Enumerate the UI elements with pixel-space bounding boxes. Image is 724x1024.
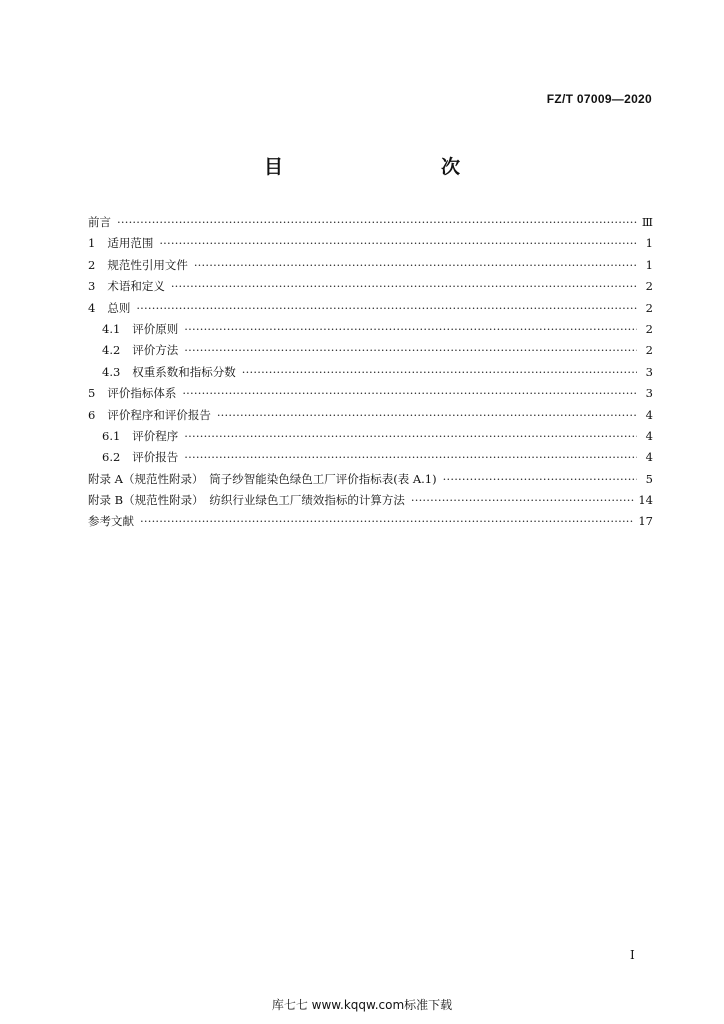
toc-entry[interactable] — [88, 298, 653, 319]
toc-entry-page: Ⅲ — [641, 215, 653, 229]
toc-entry-page: 4 — [645, 450, 653, 465]
toc-entry-text: 参考文献 — [88, 514, 134, 529]
footer-watermark: 库七七 www.kqqw.com标准下载 — [271, 998, 453, 1012]
standard-number: FZ/T 07009—2020 — [546, 92, 652, 106]
toc-leader-dots — [171, 276, 637, 297]
toc-entry[interactable] — [88, 212, 653, 233]
toc-entry-page: 3 — [645, 364, 653, 379]
toc-entry-label — [102, 319, 178, 340]
toc-leader-dots — [242, 362, 637, 383]
toc-entry-page: 1 — [645, 236, 653, 251]
toc-entry-label — [88, 469, 437, 490]
toc-entry[interactable] — [88, 362, 653, 383]
toc-leader-dots — [182, 383, 637, 404]
toc-entry-page: 14 — [638, 493, 653, 508]
toc-entry-page: 4 — [645, 407, 653, 422]
toc-entry-label — [102, 362, 236, 383]
toc-entry-number: 3 — [88, 279, 96, 294]
table-of-contents — [88, 212, 653, 533]
toc-entry-number: 1 — [88, 236, 96, 251]
toc-entry[interactable] — [88, 319, 653, 340]
toc-leader-dots — [184, 340, 637, 361]
toc-entry-page: 2 — [645, 279, 653, 294]
toc-entry-page: 4 — [645, 428, 653, 443]
toc-entry[interactable] — [88, 405, 653, 426]
toc-entry-label — [102, 447, 178, 468]
toc-entry-text: 评价原则 — [132, 321, 179, 336]
toc-entry-text: 附录 B（规范性附录） 纺织行业绿色工厂绩效指标的计算方法 — [88, 493, 405, 508]
toc-entry-label — [88, 405, 211, 426]
toc-entry-text: 评价程序 — [132, 428, 179, 443]
toc-entry[interactable] — [88, 233, 653, 254]
toc-entry-number: 6.1 — [102, 428, 121, 443]
toc-entry-text: 附录 A（规范性附录） 筒子纱智能染色绿色工厂评价指标表(表 A.1) — [88, 471, 437, 486]
toc-entry-page: 1 — [645, 257, 653, 272]
toc-entry-text: 评价方法 — [132, 343, 179, 358]
toc-entry-text: 评价指标体系 — [107, 386, 177, 401]
toc-entry[interactable] — [88, 490, 653, 511]
toc-entry-label — [88, 383, 176, 404]
page-number: I — [630, 948, 635, 962]
toc-entry[interactable] — [88, 276, 653, 297]
toc-entry-number: 6 — [88, 407, 96, 422]
toc-entry-label — [88, 212, 111, 233]
toc-entry-number: 5 — [88, 386, 96, 401]
toc-entry-text: 前言 — [88, 215, 111, 229]
toc-leader-dots — [140, 511, 634, 532]
toc-entry-text: 规范性引用文件 — [107, 257, 188, 272]
toc-entry[interactable] — [88, 426, 653, 447]
toc-leader-dots — [217, 405, 637, 426]
toc-entry-number: 2 — [88, 257, 96, 272]
toc-entry-text: 适用范围 — [107, 236, 154, 251]
toc-entry-label — [88, 276, 165, 297]
toc-entry-page: 2 — [645, 321, 653, 336]
toc-entry-label — [102, 426, 178, 447]
toc-entry-text: 总则 — [107, 300, 131, 315]
toc-entry-number: 6.2 — [102, 450, 121, 465]
toc-entry-label — [88, 298, 130, 319]
toc-leader-dots — [136, 298, 637, 319]
toc-entry[interactable] — [88, 255, 653, 276]
toc-entry-text: 权重系数和指标分数 — [132, 364, 236, 379]
toc-entry[interactable] — [88, 447, 653, 468]
toc-entry-number: 4.3 — [102, 364, 121, 379]
toc-entry[interactable] — [88, 340, 653, 361]
toc-leader-dots — [411, 490, 635, 511]
toc-leader-dots — [184, 447, 637, 468]
toc-entry-label — [88, 233, 153, 254]
toc-entry-page: 2 — [645, 300, 653, 315]
toc-entry-text: 术语和定义 — [107, 279, 165, 294]
toc-entry-page: 5 — [645, 471, 653, 486]
toc-entry-number: 4.1 — [102, 321, 121, 336]
toc-entry-page: 17 — [638, 514, 653, 529]
toc-entry-page: 2 — [645, 343, 653, 358]
toc-leader-dots — [117, 212, 637, 233]
toc-leader-dots — [184, 426, 637, 447]
toc-entry[interactable] — [88, 383, 653, 404]
toc-leader-dots — [159, 233, 637, 254]
toc-leader-dots — [184, 319, 637, 340]
toc-entry[interactable] — [88, 469, 653, 490]
toc-entry-label — [88, 511, 134, 532]
toc-entry-number: 4 — [88, 300, 96, 315]
toc-entry[interactable] — [88, 511, 653, 532]
page-title: 目 次 — [263, 156, 500, 178]
toc-entry-label — [88, 255, 188, 276]
toc-leader-dots — [194, 255, 637, 276]
toc-entry-label — [102, 340, 178, 361]
toc-leader-dots — [443, 469, 637, 490]
toc-entry-text: 评价报告 — [132, 450, 179, 465]
toc-entry-page: 3 — [645, 386, 653, 401]
toc-entry-number: 4.2 — [102, 343, 121, 358]
toc-entry-text: 评价程序和评价报告 — [107, 407, 211, 422]
toc-entry-label — [88, 490, 405, 511]
